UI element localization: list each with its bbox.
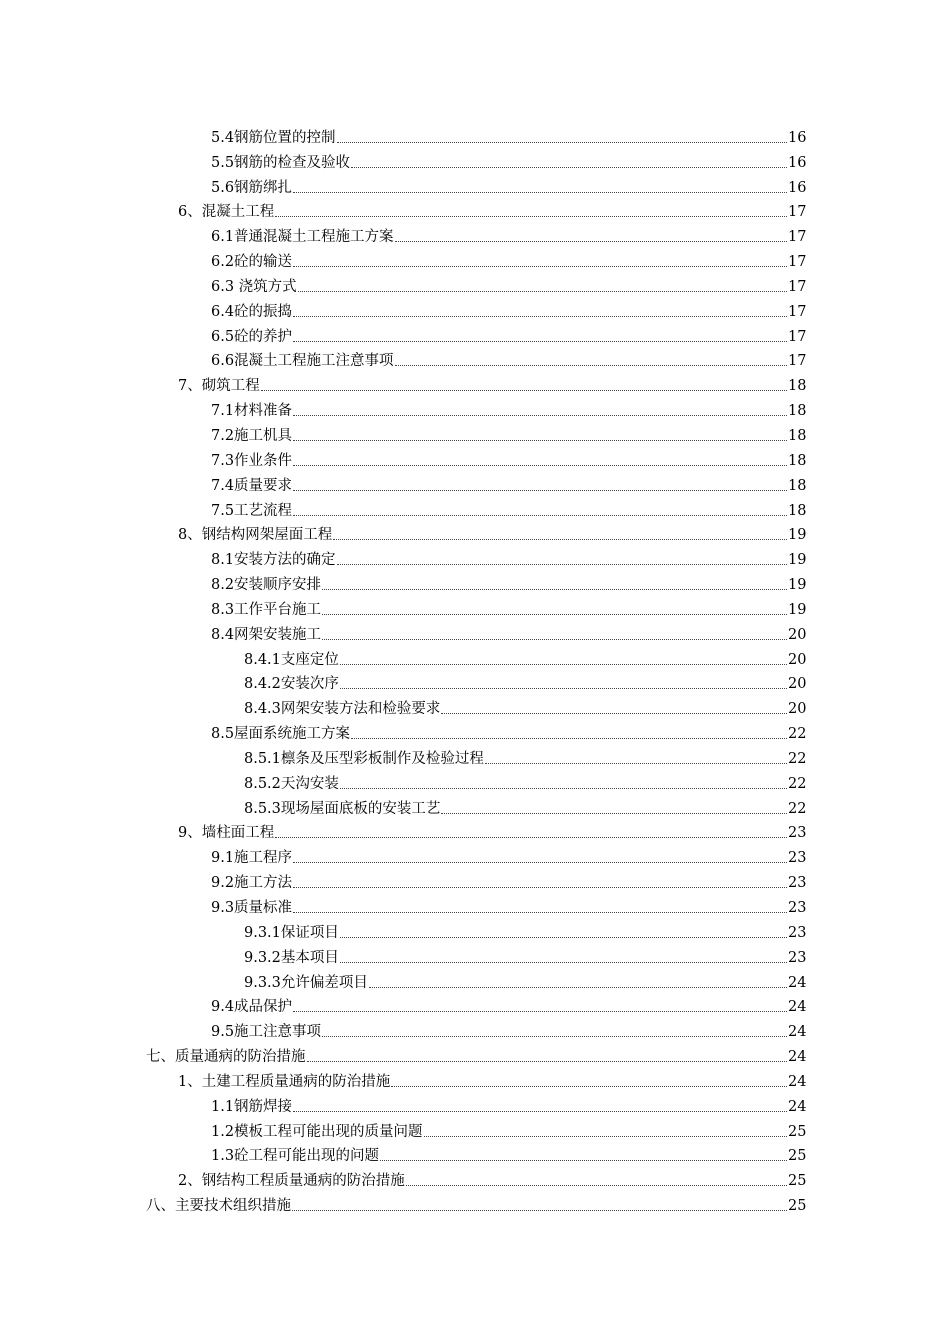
toc-entry-page-number: 24 bbox=[788, 999, 807, 1016]
toc-entry[interactable] bbox=[0, 472, 950, 497]
toc-entry-page-number: 17 bbox=[788, 303, 807, 320]
toc-entry-page-number: 17 bbox=[788, 254, 807, 271]
toc-entry-page-number: 19 bbox=[788, 601, 807, 618]
toc-dot-leader bbox=[340, 664, 787, 665]
toc-entry[interactable] bbox=[0, 1118, 950, 1143]
toc-dot-leader bbox=[292, 1210, 787, 1211]
toc-entry[interactable] bbox=[0, 944, 950, 969]
toc-entry-page-number: 19 bbox=[788, 527, 807, 544]
toc-entry-title: 7、砌筑工程 bbox=[178, 378, 260, 395]
toc-entry-title: 七、质量通病的防治措施 bbox=[146, 1049, 306, 1066]
toc-entry[interactable] bbox=[0, 149, 950, 174]
toc-entry-page-number: 18 bbox=[788, 378, 807, 395]
toc-entry[interactable] bbox=[0, 795, 950, 820]
toc-dot-leader bbox=[322, 1036, 787, 1037]
toc-entry-title: 8、钢结构网架屋面工程 bbox=[178, 527, 333, 544]
toc-entry-title: 8.5.3现场屋面底板的安装工艺 bbox=[244, 800, 441, 817]
toc-entry-title: 7.5工艺流程 bbox=[211, 502, 293, 519]
toc-entry-page-number: 23 bbox=[788, 875, 807, 892]
toc-entry-page-number: 18 bbox=[788, 477, 807, 494]
toc-entry-title: 1.3砼工程可能出现的问题 bbox=[211, 1148, 380, 1165]
toc-entry-page-number: 25 bbox=[788, 1148, 807, 1165]
toc-entry[interactable] bbox=[0, 248, 950, 273]
toc-dot-leader bbox=[293, 440, 787, 441]
toc-dot-leader bbox=[293, 490, 787, 491]
toc-dot-leader bbox=[293, 316, 787, 317]
toc-entry-title: 9.4成品保护 bbox=[211, 999, 293, 1016]
toc-dot-leader bbox=[307, 1061, 788, 1062]
toc-entry-page-number: 19 bbox=[788, 552, 807, 569]
toc-entry[interactable] bbox=[0, 969, 950, 994]
toc-entry-page-number: 24 bbox=[788, 974, 807, 991]
toc-entry-page-number: 20 bbox=[788, 701, 807, 718]
toc-entry[interactable] bbox=[0, 919, 950, 944]
toc-entry-title: 8.1安装方法的确定 bbox=[211, 552, 336, 569]
toc-entry-page-number: 25 bbox=[788, 1173, 807, 1190]
toc-entry[interactable] bbox=[0, 1093, 950, 1118]
toc-entry[interactable] bbox=[0, 869, 950, 894]
toc-entry-page-number: 19 bbox=[788, 577, 807, 594]
toc-entry-title: 9.2施工方法 bbox=[211, 875, 293, 892]
toc-entry[interactable] bbox=[0, 348, 950, 373]
toc-entry[interactable] bbox=[0, 994, 950, 1019]
toc-entry-page-number: 22 bbox=[788, 726, 807, 743]
toc-dot-leader bbox=[275, 216, 787, 217]
toc-entry[interactable] bbox=[0, 621, 950, 646]
toc-dot-leader bbox=[293, 1111, 787, 1112]
toc-entry[interactable] bbox=[0, 199, 950, 224]
toc-dot-leader bbox=[340, 688, 787, 689]
toc-entry-title: 5.5钢筋的检查及验收 bbox=[211, 154, 351, 171]
toc-entry-title: 8.4.2安装次序 bbox=[244, 676, 339, 693]
toc-entry-page-number: 22 bbox=[788, 775, 807, 792]
toc-dot-leader bbox=[261, 390, 787, 391]
toc-entry-title: 5.6钢筋绑扎 bbox=[211, 179, 293, 196]
toc-entry-title: 7.2施工机具 bbox=[211, 427, 293, 444]
toc-entry[interactable] bbox=[0, 596, 950, 621]
toc-entry-title: 7.1材料准备 bbox=[211, 403, 293, 420]
toc-dot-leader bbox=[340, 937, 787, 938]
toc-entry[interactable] bbox=[0, 174, 950, 199]
toc-entry-title: 6.1普通混凝土工程施工方案 bbox=[211, 229, 394, 246]
toc-entry-title: 6、混凝土工程 bbox=[178, 204, 275, 221]
toc-entry-title: 9.1施工程序 bbox=[211, 850, 293, 867]
toc-entry[interactable] bbox=[0, 1068, 950, 1093]
toc-entry-title: 5.4钢筋位置的控制 bbox=[211, 129, 336, 146]
toc-entry-page-number: 17 bbox=[788, 278, 807, 295]
toc-dot-leader bbox=[337, 564, 787, 565]
toc-entry[interactable] bbox=[0, 1018, 950, 1043]
toc-entry[interactable] bbox=[0, 571, 950, 596]
toc-entry-page-number: 22 bbox=[788, 750, 807, 767]
toc-entry[interactable] bbox=[0, 646, 950, 671]
toc-entry-title: 6.6混凝土工程施工注意事项 bbox=[211, 353, 394, 370]
toc-entry[interactable] bbox=[0, 223, 950, 248]
toc-entry-title: 6.2砼的输送 bbox=[211, 254, 293, 271]
toc-dot-leader bbox=[395, 241, 787, 242]
toc-dot-leader bbox=[340, 962, 787, 963]
toc-entry-title: 9、墙柱面工程 bbox=[178, 825, 275, 842]
toc-entry-title: 6.4砼的振捣 bbox=[211, 303, 293, 320]
toc-entry-page-number: 18 bbox=[788, 502, 807, 519]
toc-dot-leader bbox=[293, 515, 787, 516]
toc-entry-title: 8.5屋面系统施工方案 bbox=[211, 726, 351, 743]
toc-entry[interactable] bbox=[0, 820, 950, 845]
toc-entry-title: 6.5砼的养护 bbox=[211, 328, 293, 345]
toc-dot-leader bbox=[333, 539, 787, 540]
toc-entry[interactable] bbox=[0, 745, 950, 770]
toc-entry[interactable] bbox=[0, 397, 950, 422]
toc-dot-leader bbox=[337, 142, 787, 143]
toc-dot-leader bbox=[298, 291, 787, 292]
toc-dot-leader bbox=[441, 813, 787, 814]
toc-entry-page-number: 24 bbox=[788, 1098, 807, 1115]
toc-dot-leader bbox=[340, 788, 787, 789]
toc-entry[interactable] bbox=[0, 372, 950, 397]
toc-entry-title: 8.5.2天沟安装 bbox=[244, 775, 339, 792]
toc-dot-leader bbox=[293, 887, 787, 888]
toc-entry[interactable] bbox=[0, 894, 950, 919]
toc-dot-leader bbox=[441, 713, 787, 714]
toc-entry[interactable] bbox=[0, 1192, 950, 1217]
toc-entry-title: 9.3.3允许偏差项目 bbox=[244, 974, 368, 991]
toc-entry[interactable] bbox=[0, 546, 950, 571]
toc-dot-leader bbox=[293, 862, 787, 863]
toc-entry[interactable] bbox=[0, 323, 950, 348]
toc-entry-title: 8.3工作平台施工 bbox=[211, 601, 322, 618]
toc-entry[interactable] bbox=[0, 1167, 950, 1192]
toc-entry-page-number: 20 bbox=[788, 651, 807, 668]
toc-dot-leader bbox=[322, 589, 787, 590]
toc-entry[interactable] bbox=[0, 273, 950, 298]
toc-entry-page-number: 16 bbox=[788, 179, 807, 196]
toc-entry[interactable] bbox=[0, 124, 950, 149]
toc-dot-leader bbox=[275, 837, 787, 838]
toc-entry-page-number: 23 bbox=[788, 924, 807, 941]
toc-entry-title: 八、主要技术组织措施 bbox=[146, 1198, 291, 1215]
toc-entry-page-number: 23 bbox=[788, 900, 807, 916]
toc-entry-title: 1.1钢筋焊接 bbox=[211, 1098, 293, 1115]
toc-entry-title: 9.3.2基本项目 bbox=[244, 949, 339, 966]
toc-entry[interactable] bbox=[0, 1143, 950, 1168]
toc-entry[interactable] bbox=[0, 298, 950, 323]
toc-entry[interactable] bbox=[0, 671, 950, 696]
toc-entry-page-number: 22 bbox=[788, 800, 807, 817]
toc-dot-leader bbox=[293, 465, 787, 466]
toc-entry-page-number: 17 bbox=[788, 328, 807, 345]
toc-dot-leader bbox=[485, 763, 787, 764]
toc-dot-leader bbox=[424, 1136, 787, 1137]
toc-entry-title: 1、土建工程质量通病的防治措施 bbox=[178, 1073, 391, 1090]
toc-dot-leader bbox=[322, 639, 787, 640]
toc-entry-title: 2、钢结构工程质量通病的防治措施 bbox=[178, 1173, 405, 1190]
toc-entry[interactable] bbox=[0, 447, 950, 472]
toc-entry-title: 8.2安装顺序安排 bbox=[211, 577, 322, 594]
toc-entry-page-number: 24 bbox=[788, 1073, 807, 1090]
toc-dot-leader bbox=[380, 1160, 787, 1161]
toc-entry-page-number: 16 bbox=[788, 154, 807, 171]
toc-entry-title: 9.3.1保证项目 bbox=[244, 924, 339, 941]
toc-entry[interactable] bbox=[0, 844, 950, 869]
toc-entry-page-number: 23 bbox=[788, 850, 807, 867]
toc-entry-page-number: 18 bbox=[788, 427, 807, 444]
toc-entry[interactable] bbox=[0, 770, 950, 795]
toc-entry-page-number: 20 bbox=[788, 676, 807, 693]
toc-dot-leader bbox=[293, 912, 787, 913]
toc-entry-title: 8.5.1檩条及压型彩板制作及检验过程 bbox=[244, 750, 484, 767]
toc-entry-page-number: 20 bbox=[788, 626, 807, 643]
toc-dot-leader bbox=[351, 738, 787, 739]
toc-entry-title: 9.3质量标准 bbox=[211, 900, 293, 916]
table-of-contents bbox=[0, 124, 950, 1217]
toc-dot-leader bbox=[369, 987, 787, 988]
toc-entry-page-number: 24 bbox=[788, 1049, 807, 1066]
toc-dot-leader bbox=[406, 1185, 787, 1186]
toc-entry[interactable] bbox=[0, 522, 950, 547]
toc-entry[interactable] bbox=[0, 695, 950, 720]
toc-dot-leader bbox=[351, 167, 787, 168]
toc-entry-page-number: 17 bbox=[788, 204, 807, 221]
toc-entry-title: 7.4质量要求 bbox=[211, 477, 293, 494]
toc-entry-page-number: 16 bbox=[788, 129, 807, 146]
toc-dot-leader bbox=[322, 614, 787, 615]
toc-dot-leader bbox=[395, 365, 787, 366]
toc-entry-page-number: 24 bbox=[788, 1024, 807, 1041]
toc-entry-title: 8.4.1支座定位 bbox=[244, 651, 339, 668]
toc-dot-leader bbox=[293, 341, 787, 342]
toc-dot-leader bbox=[293, 266, 787, 267]
toc-entry[interactable] bbox=[0, 497, 950, 522]
toc-entry-page-number: 18 bbox=[788, 452, 807, 469]
toc-entry-title: 9.5施工注意事项 bbox=[211, 1024, 322, 1041]
toc-entry-page-number: 25 bbox=[788, 1123, 807, 1140]
toc-entry-title: 8.4网架安装施工 bbox=[211, 626, 322, 643]
toc-entry-page-number: 18 bbox=[788, 403, 807, 420]
toc-entry-title: 1.2模板工程可能出现的质量问题 bbox=[211, 1123, 423, 1140]
toc-entry-page-number: 25 bbox=[788, 1198, 807, 1215]
toc-entry-title: 6.3 浇筑方式 bbox=[211, 278, 297, 295]
toc-dot-leader bbox=[293, 1011, 787, 1012]
toc-entry[interactable] bbox=[0, 720, 950, 745]
toc-entry-page-number: 23 bbox=[788, 825, 807, 842]
toc-entry-title: 7.3作业条件 bbox=[211, 452, 293, 469]
toc-dot-leader bbox=[293, 192, 787, 193]
toc-entry-page-number: 17 bbox=[788, 229, 807, 246]
toc-entry[interactable] bbox=[0, 1043, 950, 1068]
toc-entry-page-number: 17 bbox=[788, 353, 807, 370]
toc-entry-page-number: 23 bbox=[788, 949, 807, 966]
toc-entry[interactable] bbox=[0, 422, 950, 447]
toc-entry-title: 8.4.3网架安装方法和检验要求 bbox=[244, 701, 441, 718]
toc-dot-leader bbox=[391, 1086, 787, 1087]
toc-dot-leader bbox=[293, 415, 787, 416]
